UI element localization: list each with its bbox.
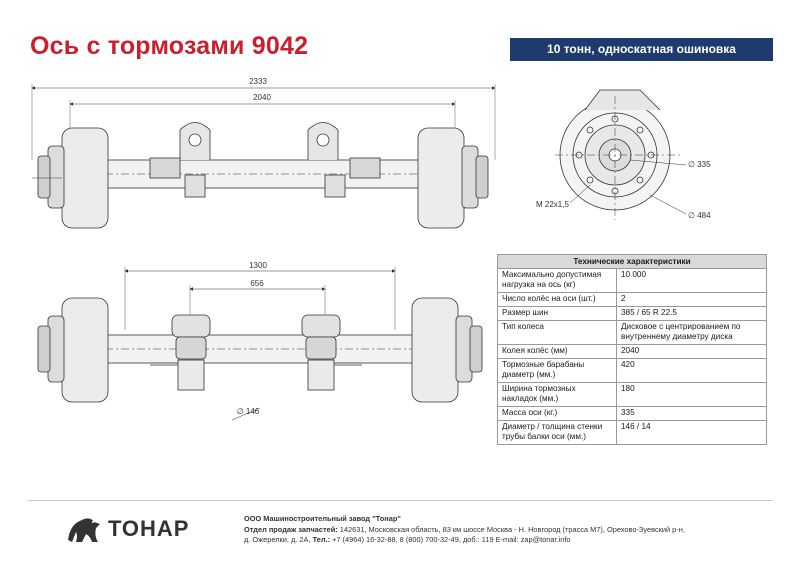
hub-view: [555, 90, 686, 220]
dim-pcd: ∅ 335: [688, 160, 711, 169]
dim-beam-diameter: ∅ 146: [236, 407, 260, 416]
email-label: E-mail:: [495, 535, 519, 545]
phone-label: Тел.:: [312, 535, 331, 545]
spec-value: Дисковое с центрированием по внутреннему диаметру диска: [617, 321, 767, 345]
dim-overall-length: 2333: [249, 77, 267, 86]
spec-label: Колея колёс (мм): [498, 345, 617, 359]
address-line-2: д. Ожерелки, д. 2А,: [244, 535, 311, 545]
top-view: [32, 84, 495, 228]
subtitle-banner: 10 тонн, односкатная ошиновка: [510, 38, 773, 61]
company-name: ООО Машиностроительный завод "Тонар": [244, 514, 401, 523]
spec-label: Масса оси (кг.): [498, 407, 617, 421]
spec-table-title: Технические характеристики: [498, 255, 767, 269]
spec-label: Диаметр / толщина стенки трубы балки оси (мм.): [498, 421, 617, 445]
spec-label: Тормозные барабаны диаметр (мм.): [498, 359, 617, 383]
spec-value: 2: [617, 293, 767, 307]
spec-label: Размер шин: [498, 307, 617, 321]
dim-chamber-spacing: 656: [250, 279, 264, 288]
spec-value: 2040: [617, 345, 767, 359]
brand-name: ТОНАР: [108, 516, 190, 541]
page-title: Ось с тормозами 9042: [30, 32, 309, 60]
spec-value: 180: [617, 383, 767, 407]
spec-label: Тип колеса: [498, 321, 617, 345]
footer-divider: [28, 500, 773, 501]
phones: +7 (4964) 16-32-88, 8 (800) 700-32-49, доб.: 119: [332, 535, 494, 545]
spec-value: 146 / 14: [617, 421, 767, 445]
email-link[interactable]: zap@tonar.info: [520, 535, 571, 545]
spec-label: Максимально допустимая нагрузка на ось (кг): [498, 269, 617, 293]
dim-brake-spacing: 1300: [249, 261, 267, 270]
spec-label: Ширина тормозных накладок (мм.): [498, 383, 617, 407]
bottom-view: [38, 267, 482, 420]
dim-track: 2040: [253, 93, 271, 102]
spec-value: 10 000: [617, 269, 767, 293]
spec-label: Число колёс на оси (шт.): [498, 293, 617, 307]
tonar-logo: [60, 510, 110, 550]
sales-label: Отдел продаж запчастей:: [244, 524, 338, 534]
dim-thread: M 22x1,5: [536, 200, 569, 209]
spec-value: 335: [617, 407, 767, 421]
contacts-block: [244, 514, 764, 546]
address: 142631, Московская область, 83 км шоссе Москва - Н. Новгород (трасса М7), Орехово-Зуевский р-н,: [339, 524, 685, 534]
spec-value: 385 / 65 R 22.5: [617, 307, 767, 321]
spec-table: [497, 254, 767, 445]
spec-value: 420: [617, 359, 767, 383]
dim-disc-diameter: ∅ 484: [688, 211, 711, 220]
